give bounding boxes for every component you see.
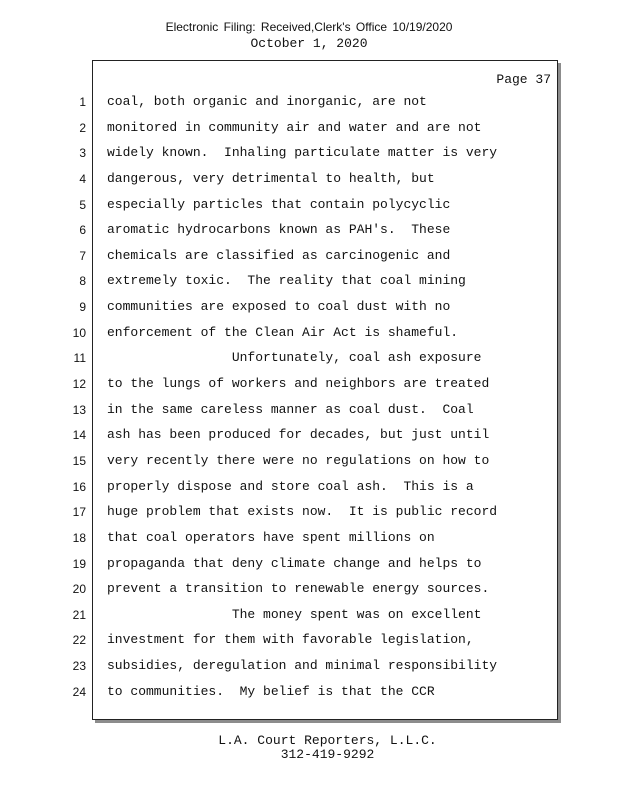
transcript-line: to the lungs of workers and neighbors are treated: [107, 376, 490, 392]
line-number: 1: [79, 95, 86, 109]
line-number: 11: [73, 351, 86, 366]
reporter-phone: 312-419-9292: [280, 747, 375, 762]
transcript-line: monitored in community air and water and are not: [107, 119, 482, 135]
filing-stamp: Electronic Filing: Received,Clerk's Office 10/19/2020: [165, 20, 453, 34]
line-number: 5: [79, 197, 86, 212]
transcript-line: coal, both organic and inorganic, are not: [107, 94, 427, 109]
line-number: 23: [72, 659, 86, 674]
transcript-line: to communities. My belief is that the CCR: [107, 683, 435, 699]
transcript-line: The money spent was on excellent: [107, 606, 482, 622]
line-number: 7: [79, 248, 86, 263]
line-number: 10: [72, 325, 86, 340]
transcript-line: investment for them with favorable legislation,: [107, 632, 474, 648]
line-number: 15: [72, 453, 86, 468]
transcript-line: ash has been produced for decades, but just until: [107, 427, 490, 443]
line-number: 3: [79, 146, 86, 161]
line-number: 6: [79, 223, 86, 238]
transcript-date: October 1, 2020: [250, 36, 368, 51]
transcript-line: chemicals are classified as carcinogenic and: [107, 247, 451, 263]
reporter-company: L.A. Court Reporters, L.L.C.: [218, 733, 437, 748]
transcript-line: that coal operators have spent millions on: [107, 529, 435, 545]
transcript-line: dangerous, very detrimental to health, but: [107, 170, 435, 186]
transcript-line: widely known. Inhaling particulate matter is very: [107, 145, 498, 161]
line-number: 8: [79, 274, 86, 289]
line-number: 19: [72, 556, 86, 571]
transcript-line: especially particles that contain polycyclic: [107, 196, 451, 212]
transcript-line: extremely toxic. The reality that coal mining: [107, 273, 466, 289]
transcript-line: communities are exposed to coal dust with no: [107, 299, 451, 315]
page-number: Page 37: [496, 72, 551, 87]
transcript-line: prevent a transition to renewable energy sources.: [107, 581, 490, 597]
line-number: 24: [72, 684, 86, 699]
line-number: 14: [72, 428, 86, 443]
line-number: 9: [79, 300, 86, 315]
line-number: 4: [79, 171, 86, 186]
transcript-line: enforcement of the Clean Air Act is shameful.: [107, 324, 459, 340]
line-number: 16: [72, 479, 86, 494]
transcript-line: in the same careless manner as coal dust. Coal: [107, 401, 474, 417]
transcript-line: very recently there were no regulations on how to: [107, 452, 490, 468]
line-number: 17: [72, 505, 86, 520]
transcript-line: Unfortunately, coal ash exposure: [107, 350, 482, 366]
line-number: 22: [72, 633, 86, 648]
transcript-line: properly dispose and store coal ash. This is a: [107, 478, 474, 494]
line-number: 18: [72, 530, 86, 545]
line-number: 13: [72, 402, 86, 417]
line-number: 2: [79, 120, 86, 135]
transcript-line: huge problem that exists now. It is public record: [107, 504, 498, 520]
line-number: 21: [72, 607, 86, 622]
line-number: 12: [72, 377, 86, 392]
transcript-line: aromatic hydrocarbons known as PAH's. These: [107, 222, 451, 238]
line-number-column: [58, 93, 86, 708]
transcript-line: subsidies, deregulation and minimal responsibility: [107, 658, 498, 674]
transcript-line: propaganda that deny climate change and helps to: [107, 555, 482, 571]
line-number: 20: [72, 582, 86, 597]
transcript-text: [107, 93, 547, 708]
